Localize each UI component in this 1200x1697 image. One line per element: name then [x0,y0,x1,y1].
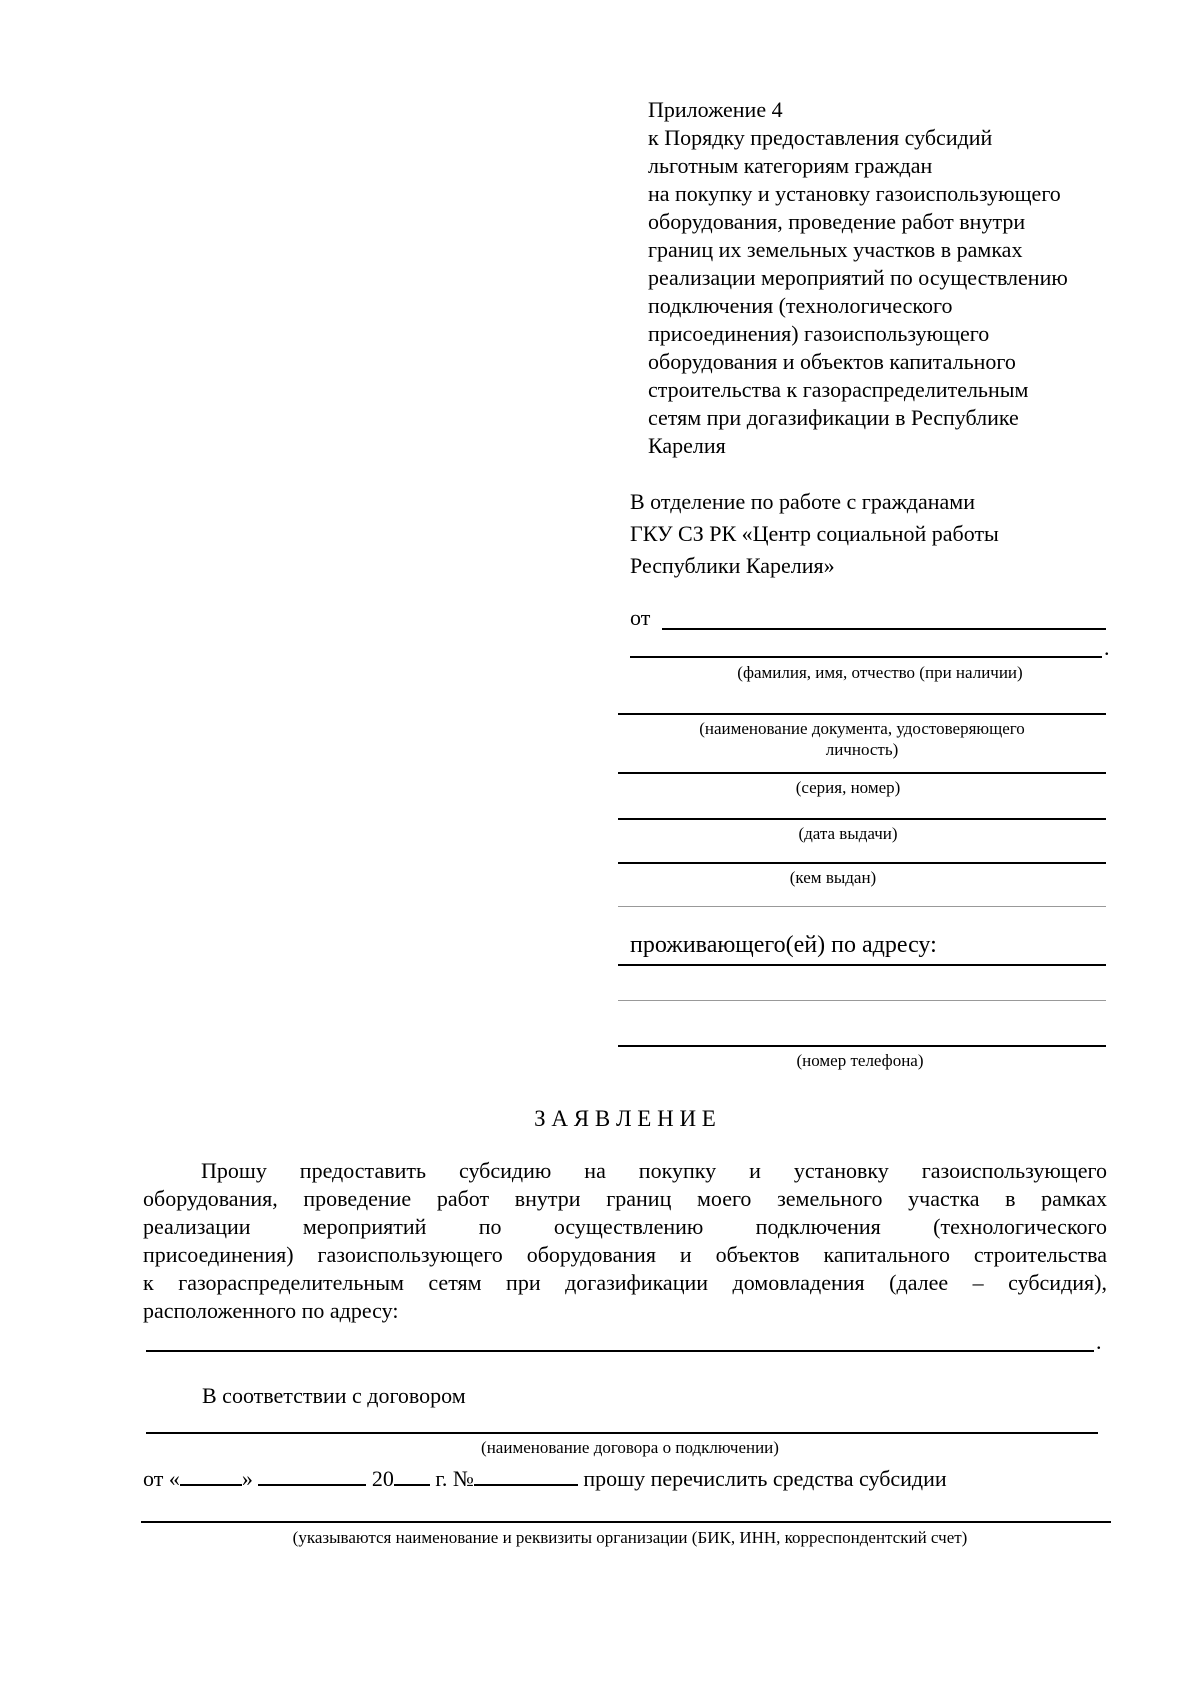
recipient-line: В отделение по работе с гражданами [630,489,975,514]
property-address-line[interactable] [146,1350,1094,1352]
contract-number-field[interactable] [474,1464,578,1486]
day-field[interactable] [180,1464,242,1486]
series-number-caption: (серия, номер) [795,778,901,797]
body-line: к газораспределительным сетям при догазификации домовладения (далее – субсидия), [143,1270,1107,1295]
issued-by-caption: (кем выдан) [789,868,877,887]
id-document-caption-line: личность) [825,740,899,759]
body-line: расположенного по адресу: [143,1298,399,1323]
contract-caption: (наименование договора о подключении) [481,1438,779,1457]
year-field[interactable] [394,1464,430,1486]
address-line-1[interactable] [618,964,1106,966]
fio-line-end-dot: . [1104,635,1110,660]
date-prefix: от « [143,1466,180,1491]
issued-by-line[interactable] [618,862,1106,864]
recipient-block [630,486,1110,582]
fio-line-1[interactable] [662,628,1106,630]
body-line: реализации мероприятий по осуществлению подключения (технологического [143,1214,1107,1239]
statement-body [143,1157,1107,1325]
statement-title: З А Я В Л Е Н И Е [534,1106,716,1131]
contract-intro: В соответствии с договором [202,1383,466,1408]
appendix-line: границ их земельных участков в рамках [648,237,1023,262]
issue-date-line[interactable] [618,818,1106,820]
appendix-block [648,96,1118,460]
appendix-line: на покупку и установку газоиспользующего [648,181,1061,206]
id-document-line[interactable] [618,713,1106,715]
id-document-caption [618,718,1106,760]
fio-line-2[interactable] [630,656,1102,658]
from-label: от [630,605,651,630]
contract-date-line [143,1464,947,1493]
month-field[interactable] [258,1464,366,1486]
id-document-caption-line: (наименование документа, удостоверяющего [699,719,1025,738]
issue-date-caption: (дата выдачи) [798,824,898,843]
issued-by-line-2[interactable] [618,906,1106,907]
organization-line[interactable] [141,1521,1111,1523]
organization-caption: (указываются наименование и реквизиты организации (БИК, ИНН, корреспондентский счет) [292,1528,968,1547]
contract-name-line[interactable] [146,1432,1098,1434]
series-number-line[interactable] [618,772,1106,774]
appendix-line: строительства к газораспределительным [648,377,1029,402]
property-address-end-dot: . [1096,1329,1102,1354]
address-label: проживающего(ей) по адресу: [630,932,937,958]
body-line: оборудования, проведение работ внутри границ моего земельного участка в рамках [143,1186,1107,1211]
appendix-line: реализации мероприятий по осуществлению [648,265,1068,290]
year-suffix: г. № [435,1466,474,1491]
appendix-line: Приложение 4 [648,97,783,122]
recipient-line: Республики Карелия» [630,553,835,578]
phone-line[interactable] [618,1045,1106,1047]
phone-caption: (номер телефона) [796,1051,924,1070]
body-line: Прошу предоставить субсидию на покупку и установку газоиспользующего [201,1158,1107,1183]
body-line: присоединения) газоиспользующего оборудования и объектов капитального строительства [143,1242,1107,1267]
fio-caption: (фамилия, имя, отчество (при наличии) [737,663,1023,682]
year-prefix: 20 [371,1466,394,1491]
appendix-line: подключения (технологического [648,293,953,318]
transfer-text: прошу перечислить средства субсидии [583,1466,947,1491]
appendix-line: присоединения) газоиспользующего [648,321,990,346]
address-line-2[interactable] [618,1000,1106,1001]
appendix-line: сетям при догазификации в Республике [648,405,1019,430]
appendix-line: льготным категориям граждан [648,153,933,178]
appendix-line: к Порядку предоставления субсидий [648,125,993,150]
appendix-line: оборудования и объектов капитального [648,349,1016,374]
appendix-line: оборудования, проведение работ внутри [648,209,1026,234]
date-quote-close: » [241,1466,253,1491]
recipient-line: ГКУ СЗ РК «Центр социальной работы [630,521,999,546]
appendix-line: Карелия [648,433,726,458]
